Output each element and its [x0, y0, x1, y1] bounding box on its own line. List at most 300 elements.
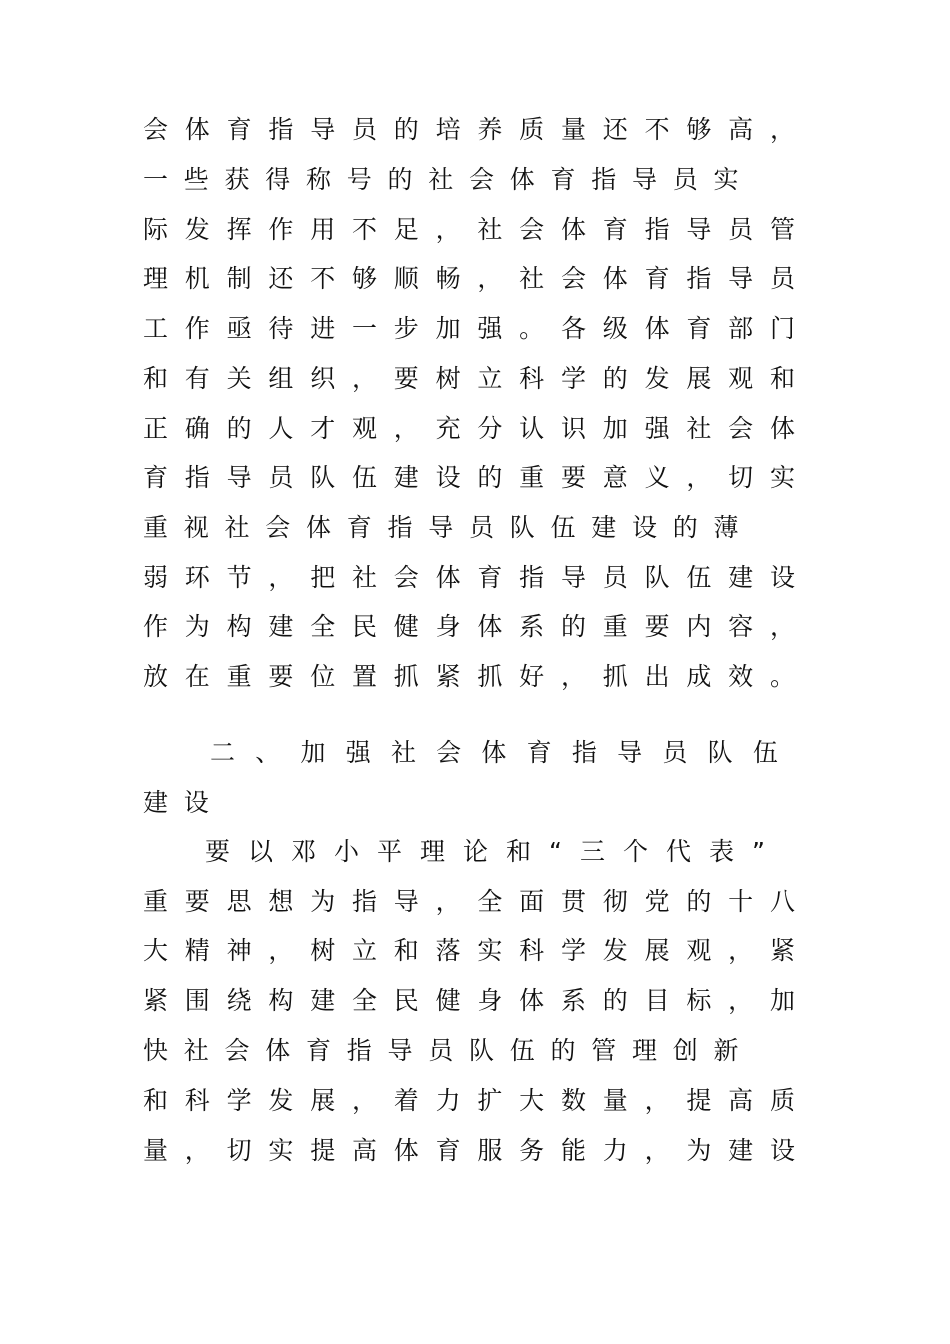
text-char: 重: [602, 612, 628, 641]
text-char: 一: [143, 165, 169, 194]
text-char: ，: [351, 364, 377, 393]
text-char: 重: [226, 662, 252, 691]
text-char: 强: [644, 414, 670, 443]
section-heading: [210, 733, 778, 773]
text-char: 指: [268, 115, 294, 144]
text-char: 员: [268, 463, 294, 492]
text-char: 紧: [435, 662, 461, 691]
text-char: 会: [224, 1036, 250, 1065]
text-char: 育: [526, 738, 552, 767]
text-char: 体: [509, 165, 535, 194]
text-char: 加: [435, 314, 461, 343]
text-char: 体: [306, 513, 332, 542]
text-char: 员: [351, 115, 377, 144]
text-char: 量: [143, 1136, 169, 1165]
text-char: 设: [769, 563, 795, 592]
text-char: 围: [184, 986, 210, 1015]
text-char: 紧: [143, 986, 169, 1015]
text-char: 育: [226, 115, 252, 144]
text-char: 员: [728, 215, 754, 244]
text-char: 作: [143, 612, 169, 641]
text-char: 指: [519, 563, 545, 592]
text-char: 各: [560, 314, 586, 343]
text-char: 挥: [226, 215, 252, 244]
text-char: 为: [310, 887, 336, 916]
text-char: 社: [428, 165, 454, 194]
text-line: [143, 931, 795, 971]
text-char: 设: [632, 513, 658, 542]
text-char: 量: [560, 115, 586, 144]
text-char: 级: [602, 314, 628, 343]
text-char: 制: [226, 264, 252, 293]
text-char: 的: [686, 887, 712, 916]
text-char: 指: [387, 513, 413, 542]
text-char: 畅: [435, 264, 461, 293]
text-char: 体: [560, 215, 586, 244]
text-char: 成: [686, 662, 712, 691]
text-char: 学: [226, 1086, 252, 1115]
text-char: 学: [560, 936, 586, 965]
text-char: 管: [769, 215, 795, 244]
text-char: 思: [226, 887, 252, 916]
text-char: 指: [571, 738, 597, 767]
text-char: 号: [346, 165, 372, 194]
text-char: 伍: [509, 1036, 535, 1065]
text-char: 机: [184, 264, 210, 293]
text-char: 身: [477, 986, 503, 1015]
text-char: 构: [226, 612, 252, 641]
text-char: 内: [686, 612, 712, 641]
text-char: 量: [602, 1086, 628, 1115]
text-char: 才: [310, 414, 336, 443]
text-char: ”: [751, 837, 765, 866]
text-char: 顺: [393, 264, 419, 293]
text-char: 充: [435, 414, 461, 443]
text-char: 科: [519, 936, 545, 965]
text-char: 育: [306, 1036, 332, 1065]
text-char: 育: [435, 1136, 461, 1165]
text-char: 展: [686, 364, 712, 393]
text-char: 全: [310, 612, 336, 641]
text-char: 视: [183, 513, 209, 542]
text-char: 科: [184, 1086, 210, 1115]
text-char: 体: [519, 986, 545, 1015]
text-char: 体: [481, 738, 507, 767]
text-line: [143, 508, 795, 548]
text-char: 的: [550, 1036, 576, 1065]
text-line: [143, 309, 795, 349]
text-char: 设: [435, 463, 461, 492]
text-line: [205, 832, 765, 872]
text-char: 绕: [226, 986, 252, 1015]
text-char: ，: [769, 612, 795, 641]
text-char: 落: [435, 936, 461, 965]
text-char: 会: [436, 738, 462, 767]
text-char: 育: [477, 563, 503, 592]
text-char: 导: [393, 887, 419, 916]
text-char: 神: [226, 936, 252, 965]
text-char: 的: [393, 115, 419, 144]
text-char: 部: [728, 314, 754, 343]
text-char: 伍: [550, 513, 576, 542]
text-char: 彻: [602, 887, 628, 916]
text-char: 和: [143, 364, 169, 393]
text-char: 不: [310, 264, 336, 293]
text-char: 体: [393, 1136, 419, 1165]
text-char: 力: [435, 1086, 461, 1115]
text-char: 标: [686, 986, 712, 1015]
text-line: [143, 882, 795, 922]
text-line: [143, 607, 795, 647]
text-char: 目: [644, 986, 670, 1015]
text-char: 建: [591, 513, 617, 542]
text-char: 队: [644, 563, 670, 592]
text-char: 切: [226, 1136, 252, 1165]
text-char: 实: [713, 165, 739, 194]
text-char: 构: [268, 986, 294, 1015]
text-char: 建: [728, 563, 754, 592]
text-char: 健: [435, 986, 461, 1015]
text-line: [143, 1031, 795, 1071]
text-char: 。: [519, 314, 545, 343]
text-char: ，: [728, 986, 754, 1015]
text-char: 加: [769, 986, 795, 1015]
text-line: [143, 981, 795, 1021]
text-char: 立: [351, 936, 377, 965]
text-char: 一: [351, 314, 377, 343]
text-char: 效: [728, 662, 754, 691]
text-char: 员: [769, 264, 795, 293]
text-char: 容: [728, 612, 754, 641]
text-line: [143, 1131, 795, 1171]
text-char: 设: [769, 1136, 795, 1165]
text-char: ，: [769, 115, 795, 144]
text-char: 的: [602, 986, 628, 1015]
text-char: 得: [265, 165, 291, 194]
text-char: 够: [686, 115, 712, 144]
text-char: 发: [184, 215, 210, 244]
text-char: 社: [477, 215, 503, 244]
text-char: 高: [728, 1086, 754, 1115]
text-char: 要: [560, 463, 586, 492]
text-char: 要: [393, 364, 419, 393]
text-char: 实: [268, 1136, 294, 1165]
text-char: 要: [644, 612, 670, 641]
text-char: ，: [728, 936, 754, 965]
text-char: 确: [184, 414, 210, 443]
text-char: 建: [310, 986, 336, 1015]
text-char: 导: [686, 215, 712, 244]
text-char: 数: [560, 1086, 586, 1115]
text-char: 三: [579, 837, 605, 866]
text-char: 要: [268, 662, 294, 691]
text-line: [143, 1081, 795, 1121]
text-char: 全: [351, 986, 377, 1015]
text-char: 队: [707, 738, 733, 767]
text-char: 重: [143, 513, 169, 542]
text-char: 称: [306, 165, 332, 194]
text-char: 把: [310, 563, 336, 592]
text-char: 观: [686, 936, 712, 965]
text-char: 正: [143, 414, 169, 443]
text-char: 导: [617, 738, 643, 767]
text-char: 置: [351, 662, 377, 691]
text-char: ，: [351, 1086, 377, 1115]
text-char: 还: [602, 115, 628, 144]
text-char: 社: [686, 414, 712, 443]
text-char: 重: [519, 463, 545, 492]
text-char: 认: [519, 414, 545, 443]
text-char: 高: [728, 115, 754, 144]
text-char: 足: [393, 215, 419, 244]
text-char: 够: [351, 264, 377, 293]
text-char: 体: [769, 414, 795, 443]
text-char: 和: [506, 837, 532, 866]
text-char: 。: [769, 662, 795, 691]
text-char: 亟: [226, 314, 252, 343]
text-char: 学: [560, 364, 586, 393]
text-char: 全: [477, 887, 503, 916]
text-char: 伍: [752, 738, 778, 767]
text-char: 队: [509, 513, 535, 542]
text-char: 进: [310, 314, 336, 343]
text-char: 紧: [769, 936, 795, 965]
text-line: [143, 558, 795, 598]
text-char: 切: [728, 463, 754, 492]
text-char: 队: [310, 463, 336, 492]
text-char: 社: [351, 563, 377, 592]
text-char: ，: [560, 662, 586, 691]
text-char: 的: [560, 612, 586, 641]
text-char: 育: [602, 215, 628, 244]
text-char: 导: [632, 165, 658, 194]
text-char: 加: [602, 414, 628, 443]
text-char: 意: [602, 463, 628, 492]
text-char: 体: [477, 612, 503, 641]
text-char: ，: [435, 215, 461, 244]
text-char: 门: [769, 314, 795, 343]
text-char: 指: [184, 463, 210, 492]
text-char: 的: [387, 165, 413, 194]
text-char: 加: [300, 738, 326, 767]
text-char: ，: [644, 1086, 670, 1115]
text-char: ，: [393, 414, 419, 443]
text-char: 培: [435, 115, 461, 144]
text-char: 作: [268, 215, 294, 244]
text-char: ，: [686, 463, 712, 492]
text-char: 伍: [351, 463, 377, 492]
text-char: 系: [519, 612, 545, 641]
text-char: 大: [519, 1086, 545, 1115]
text-char: 作: [184, 314, 210, 343]
text-char: 为: [686, 1136, 712, 1165]
text-char: 社: [183, 1036, 209, 1065]
text-char: 十: [728, 887, 754, 916]
text-char: ，: [268, 563, 294, 592]
text-char: 重: [143, 887, 169, 916]
text-char: 员: [602, 563, 628, 592]
text-char: 指: [644, 215, 670, 244]
text-char: 导: [310, 115, 336, 144]
text-char: 伍: [686, 563, 712, 592]
text-char: 育: [644, 264, 670, 293]
text-char: 环: [184, 563, 210, 592]
text-char: 的: [477, 463, 503, 492]
text-char: 观: [351, 414, 377, 443]
text-char: 不: [644, 115, 670, 144]
text-char: ，: [268, 936, 294, 965]
text-char: 体: [184, 115, 210, 144]
text-line: [143, 657, 795, 697]
text-char: 管: [591, 1036, 617, 1065]
text-char: ，: [644, 1136, 670, 1165]
text-char: 织: [310, 364, 336, 393]
text-char: 育: [346, 513, 372, 542]
text-char: 新: [713, 1036, 739, 1065]
text-char: 精: [184, 936, 210, 965]
text-char: 获: [224, 165, 250, 194]
text-char: ，: [477, 264, 503, 293]
text-char: 的: [602, 364, 628, 393]
text-char: 会: [393, 563, 419, 592]
text-line: [143, 160, 795, 200]
text-char: 不: [351, 215, 377, 244]
text-char: 提: [686, 1086, 712, 1115]
text-char: 建: [393, 463, 419, 492]
text-char: 民: [393, 986, 419, 1015]
text-char: 出: [644, 662, 670, 691]
text-char: 育: [686, 314, 712, 343]
text-char: 健: [393, 612, 419, 641]
text-char: 身: [435, 612, 461, 641]
text-char: 想: [268, 887, 294, 916]
text-char: 展: [644, 936, 670, 965]
text-char: 能: [560, 1136, 586, 1165]
text-char: 建: [143, 788, 169, 817]
text-char: 抓: [393, 662, 419, 691]
text-char: 和: [769, 364, 795, 393]
text-char: 有: [184, 364, 210, 393]
text-char: 系: [560, 986, 586, 1015]
text-char: 邓: [291, 837, 317, 866]
text-char: 抓: [602, 662, 628, 691]
text-char: 快: [143, 1036, 169, 1065]
text-char: 导: [226, 463, 252, 492]
text-char: 导: [387, 1036, 413, 1065]
text-char: 待: [268, 314, 294, 343]
text-char: 论: [463, 837, 489, 866]
text-char: 放: [143, 662, 169, 691]
text-char: 队: [469, 1036, 495, 1065]
text-char: 发: [268, 1086, 294, 1115]
text-char: 贯: [560, 887, 586, 916]
text-char: 工: [143, 314, 169, 343]
text-char: 用: [310, 215, 336, 244]
text-char: 建: [728, 1136, 754, 1165]
text-line: [143, 458, 795, 498]
text-char: 体: [602, 264, 628, 293]
text-char: 理: [632, 1036, 658, 1065]
text-char: 导: [428, 513, 454, 542]
text-char: 组: [268, 364, 294, 393]
text-char: 着: [393, 1086, 419, 1115]
text-char: 强: [345, 738, 371, 767]
text-char: 表: [708, 837, 734, 866]
text-char: 力: [602, 1136, 628, 1165]
text-line: [143, 359, 795, 399]
text-char: 薄: [713, 513, 739, 542]
text-char: 服: [477, 1136, 503, 1165]
text-char: 体: [265, 1036, 291, 1065]
text-char: 树: [310, 936, 336, 965]
text-char: 导: [560, 563, 586, 592]
text-char: 际: [143, 215, 169, 244]
text-char: 民: [351, 612, 377, 641]
text-char: 指: [591, 165, 617, 194]
text-line: [143, 110, 795, 150]
text-char: 发: [602, 936, 628, 965]
text-char: 实: [769, 463, 795, 492]
text-char: 要: [184, 887, 210, 916]
text-char: 八: [769, 887, 795, 916]
text-char: 在: [184, 662, 210, 691]
text-char: 指: [346, 1036, 372, 1065]
text-char: 大: [143, 936, 169, 965]
text-char: 指: [686, 264, 712, 293]
text-char: 理: [143, 264, 169, 293]
text-char: 育: [550, 165, 576, 194]
text-char: 展: [310, 1086, 336, 1115]
text-char: 节: [226, 563, 252, 592]
section-heading-continuation: [143, 783, 795, 823]
text-char: 、: [255, 738, 281, 767]
text-char: 高: [351, 1136, 377, 1165]
text-char: 务: [519, 1136, 545, 1165]
text-char: 强: [477, 314, 503, 343]
text-line: [143, 210, 795, 250]
text-char: 个: [622, 837, 648, 866]
text-char: 弱: [143, 563, 169, 592]
text-char: 面: [519, 887, 545, 916]
text-char: 要: [205, 837, 231, 866]
text-char: 提: [310, 1136, 336, 1165]
text-line: [143, 409, 795, 449]
text-char: 以: [248, 837, 274, 866]
text-char: 建: [268, 612, 294, 641]
text-char: ，: [184, 1136, 210, 1165]
text-char: 义: [644, 463, 670, 492]
text-char: 些: [183, 165, 209, 194]
text-char: 社: [519, 264, 545, 293]
text-char: 观: [728, 364, 754, 393]
text-char: 会: [728, 414, 754, 443]
text-char: 体: [435, 563, 461, 592]
text-char: 抓: [477, 662, 503, 691]
text-char: 员: [662, 738, 688, 767]
text-char: 立: [477, 364, 503, 393]
text-char: 社: [224, 513, 250, 542]
text-char: “: [549, 837, 562, 866]
text-char: 好: [519, 662, 545, 691]
text-char: 和: [393, 936, 419, 965]
text-char: 实: [477, 936, 503, 965]
text-char: ，: [435, 887, 461, 916]
text-char: 树: [435, 364, 461, 393]
text-char: 还: [268, 264, 294, 293]
text-char: 的: [672, 513, 698, 542]
text-char: 质: [769, 1086, 795, 1115]
text-char: 平: [377, 837, 403, 866]
